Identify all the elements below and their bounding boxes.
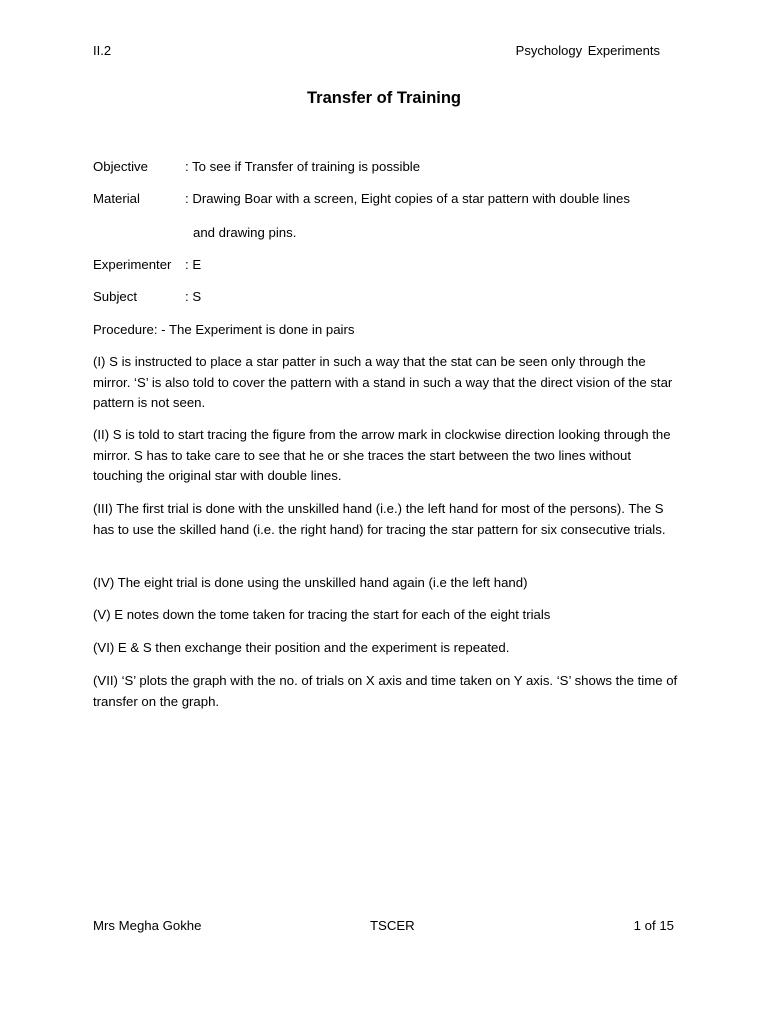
procedure-step: (VII) ‘S’ plots the graph with the no. of trials on X axis and time taken on Y axis. ‘S’ shows the time of transfer on the graph. [93, 673, 678, 709]
material-value: : Drawing Boar with a screen, Eight copies of a star pattern with double lines [185, 191, 630, 206]
procedure-step: (II) S is told to start tracing the figure from the arrow mark in clockwise direction looking through the mirror. S has to take care to see that he or she traces the start between the two lines without touching the original star with double lines. [93, 427, 671, 483]
procedure-intro: Procedure: - The Experiment is done in pairs [93, 322, 355, 337]
header-section-number: II.2 [93, 43, 112, 58]
procedure-step: (III) The first trial is done with the unskilled hand (i.e.) the left hand for most of the persons). The S has to use the skilled hand (i.e. the right hand) for tracing the star pattern for six consecutive trials. [93, 501, 666, 537]
experimenter-field [93, 255, 201, 275]
experimenter-value: : E [185, 257, 202, 272]
material-label: Material [93, 191, 140, 206]
page-title: Transfer of Training [306, 89, 462, 107]
header-subject: Psychology Experiments [515, 43, 660, 58]
objective-value: : To see if Transfer of training is possible [185, 159, 421, 174]
subject-field [93, 287, 201, 307]
footer-page-number: 1 of 15 [633, 918, 674, 933]
material-field [93, 189, 630, 209]
procedure-step: (I) S is instructed to place a star patter in such a way that the stat can be seen only through the mirror. ‘S’ is also told to cover the pattern with a stand in such a way that the direct vision of the star pattern is not seen. [93, 354, 673, 410]
footer-institution: TSCER [370, 918, 415, 933]
experimenter-label: Experimenter [93, 257, 172, 272]
procedure-step: (V) E notes down the tome taken for tracing the start for each of the eight trials [93, 607, 551, 622]
procedure-step: (IV) The eight trial is done using the unskilled hand again (i.e the left hand) [93, 575, 528, 590]
procedure-step: (VI) E & S then exchange their position and the experiment is repeated. [93, 640, 510, 655]
objective-field [93, 157, 420, 177]
footer-author: Mrs Megha Gokhe [93, 918, 202, 933]
material-continuation: and drawing pins. [193, 225, 297, 240]
subject-label: Subject [93, 289, 137, 304]
objective-label: Objective [93, 159, 148, 174]
subject-value: : S [185, 289, 202, 304]
